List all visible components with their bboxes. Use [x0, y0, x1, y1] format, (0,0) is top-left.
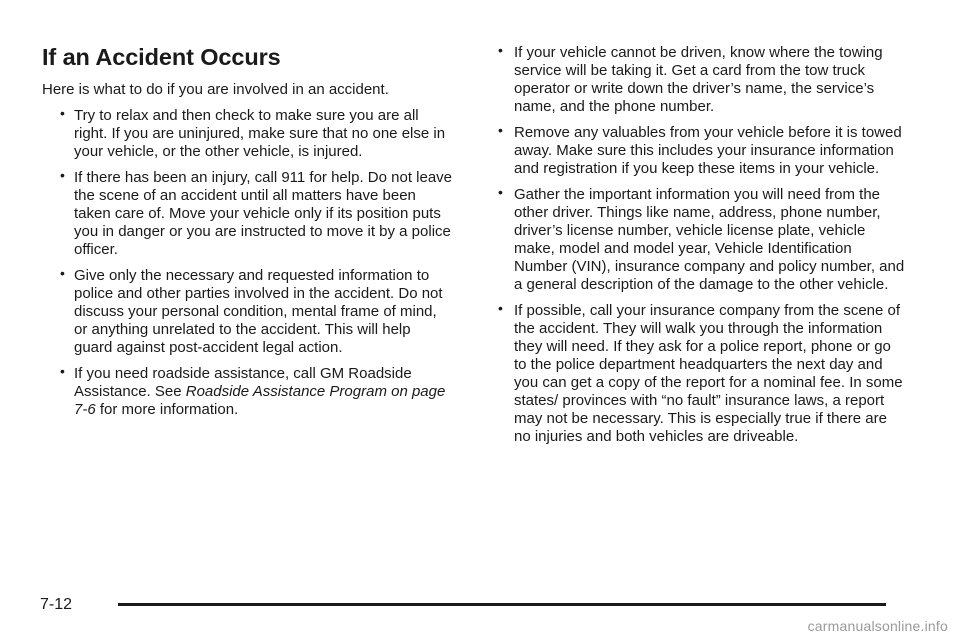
bullet-text-after-link: for more information.: [95, 401, 239, 418]
list-item: [42, 169, 452, 259]
list-item: [496, 124, 906, 178]
list-item: [496, 302, 906, 446]
list-item: [42, 267, 452, 357]
bullet-icon: •: [498, 300, 503, 316]
bullet-text: If possible, call your insurance company from the scene of the accident. They will walk you through the information they will need. If they ask for a police report, phone or go to the police department headquarters the next day and you can get a copy of the report for a nominal fee. In some states/ provinces with “no fault” insurance laws, a report may not be necessary. This is especially true if there are no injuries and both vehicles are driveable.: [514, 302, 903, 445]
watermark-text: carmanualsonline.info: [807, 618, 948, 634]
list-item: [42, 365, 452, 419]
bullet-text: Try to relax and then check to make sure you are all right. If you are uninjured, make sure that no one else in your vehicle, or the other vehicle, is injured.: [74, 107, 446, 160]
bullet-icon: •: [60, 363, 65, 379]
intro-text: Here is what to do if you are involved in an accident.: [42, 81, 389, 98]
bullet-text: Gather the important information you will need from the other driver. Things like name, address, phone number, driver’s license number, vehicle license plate, vehicle make, model and model year, Vehicle Identification Number (VIN), insurance company and policy number, and a general description of the damage to the other vehicle.: [514, 186, 905, 293]
right-bullet-list: [496, 44, 906, 446]
footer-divider: [118, 603, 886, 606]
left-column: [42, 44, 452, 427]
bullet-text: Give only the necessary and requested information to police and other parties involved in the accident. Do not discuss your personal condition, mental frame of mind, or anything unrelated to the accident. This will help guard against post-accident legal action.: [74, 267, 443, 356]
bullet-text: If your vehicle cannot be driven, know where the towing service will be taking it. Get a card from the tow truck operator or write down the driver’s name, the service’s name, and the phone number.: [514, 44, 883, 115]
right-column: [496, 44, 906, 454]
bullet-icon: •: [60, 105, 65, 121]
bullet-icon: •: [498, 184, 503, 200]
page-number: 7-12: [40, 596, 73, 613]
bullet-text: Remove any valuables from your vehicle before it is towed away. Make sure this includes your insurance information and registration if you keep these items in your vehicle.: [514, 124, 902, 177]
bullet-text: If there has been an injury, call 911 for help. Do not leave the scene of an accident until all matters have been taken care of. Move your vehicle only if its position puts you in danger or you are instructed to move it by a police officer.: [74, 169, 453, 258]
bullet-text-before-link: If you need roadside assistance, call GM Roadside Assistance. See: [74, 365, 412, 400]
bullet-icon: •: [498, 122, 503, 138]
bullet-icon: •: [498, 42, 503, 58]
section-heading: If an Accident Occurs: [42, 44, 281, 70]
list-item: [496, 44, 906, 116]
bullet-icon: •: [60, 167, 65, 183]
bullet-icon: •: [60, 265, 65, 281]
list-item: [42, 107, 452, 161]
left-bullet-list: [42, 107, 452, 419]
list-item: [496, 186, 906, 294]
cross-reference-link[interactable]: Roadside Assistance Program on page 7-6: [74, 383, 446, 418]
